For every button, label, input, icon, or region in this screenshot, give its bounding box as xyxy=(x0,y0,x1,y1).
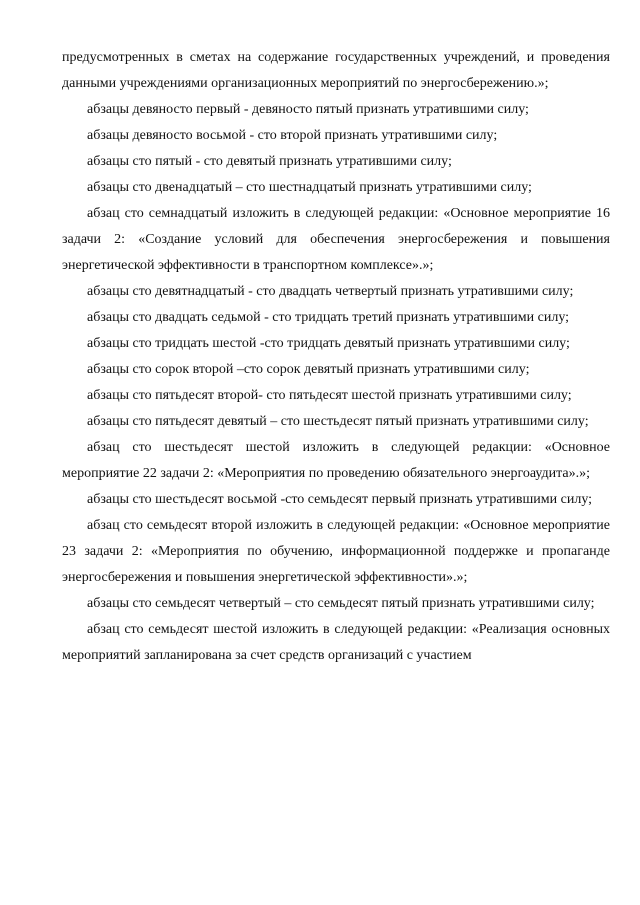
paragraph-5: абзацы сто двенадцатый – сто шестнадцатый признать утратившими силу; xyxy=(87,180,532,195)
paragraph-12: абзацы сто пятьдесят девятый – сто шестьдесят пятый признать утратившими силу; xyxy=(87,414,589,429)
paragraph-7: абзацы сто девятнадцатый - сто двадцать четвертый признать утратившими силу; xyxy=(87,284,574,299)
paragraph-17: абзац сто семьдесят шестой изложить в следующей редакции: «Реализация основных мероприятий запланирована за счет средств организаций с участием xyxy=(62,622,610,663)
paragraph-9: абзацы сто тридцать шестой -сто тридцать девятый признать утратившими силу; xyxy=(87,336,570,351)
paragraph-16: абзацы сто семьдесят четвертый – сто семьдесят пятый признать утратившими силу; xyxy=(87,596,595,611)
paragraph-10: абзацы сто сорок второй –сто сорок девятый признать утратившими силу; xyxy=(87,362,530,377)
paragraph-14: абзацы сто шестьдесят восьмой -сто семьдесят первый признать утратившими силу; xyxy=(87,492,593,507)
paragraph-15: абзац сто семьдесят второй изложить в следующей редакции: «Основное мероприятие 23 задачи 2: «Мероприятия по обучению, информационной поддержке и пропаганде энергосбережения и повышения энергетической эффективности».»; xyxy=(62,518,610,585)
paragraph-6: абзац сто семнадцатый изложить в следующей редакции: «Основное мероприятие 16 задачи 2: «Создание условий для обеспечения энергосбережения и повышения энергетической эффективности в транспортном комплексе».»; xyxy=(62,206,610,273)
paragraph-2: абзацы девяносто первый - девяносто пятый признать утратившими силу; xyxy=(87,102,529,117)
paragraph-3: абзацы девяносто восьмой - сто второй признать утратившими силу; xyxy=(87,128,498,143)
paragraph-13: абзац сто шестьдесят шестой изложить в следующей редакции: «Основное мероприятие 22 задачи 2: «Мероприятия по проведению обязательного энергоаудита».»; xyxy=(62,440,610,481)
document-page xyxy=(62,45,610,669)
paragraph-1: предусмотренных в сметах на содержание государственных учреждений, и проведения данными учреждениями организационных мероприятий по энергосбережению.»; xyxy=(62,50,610,91)
paragraph-8: абзацы сто двадцать седьмой - сто тридцать третий признать утратившими силу; xyxy=(87,310,570,325)
paragraph-4: абзацы сто пятый - сто девятый признать утратившими силу; xyxy=(87,154,452,169)
paragraph-11: абзацы сто пятьдесят второй- сто пятьдесят шестой признать утратившими силу; xyxy=(87,388,572,403)
